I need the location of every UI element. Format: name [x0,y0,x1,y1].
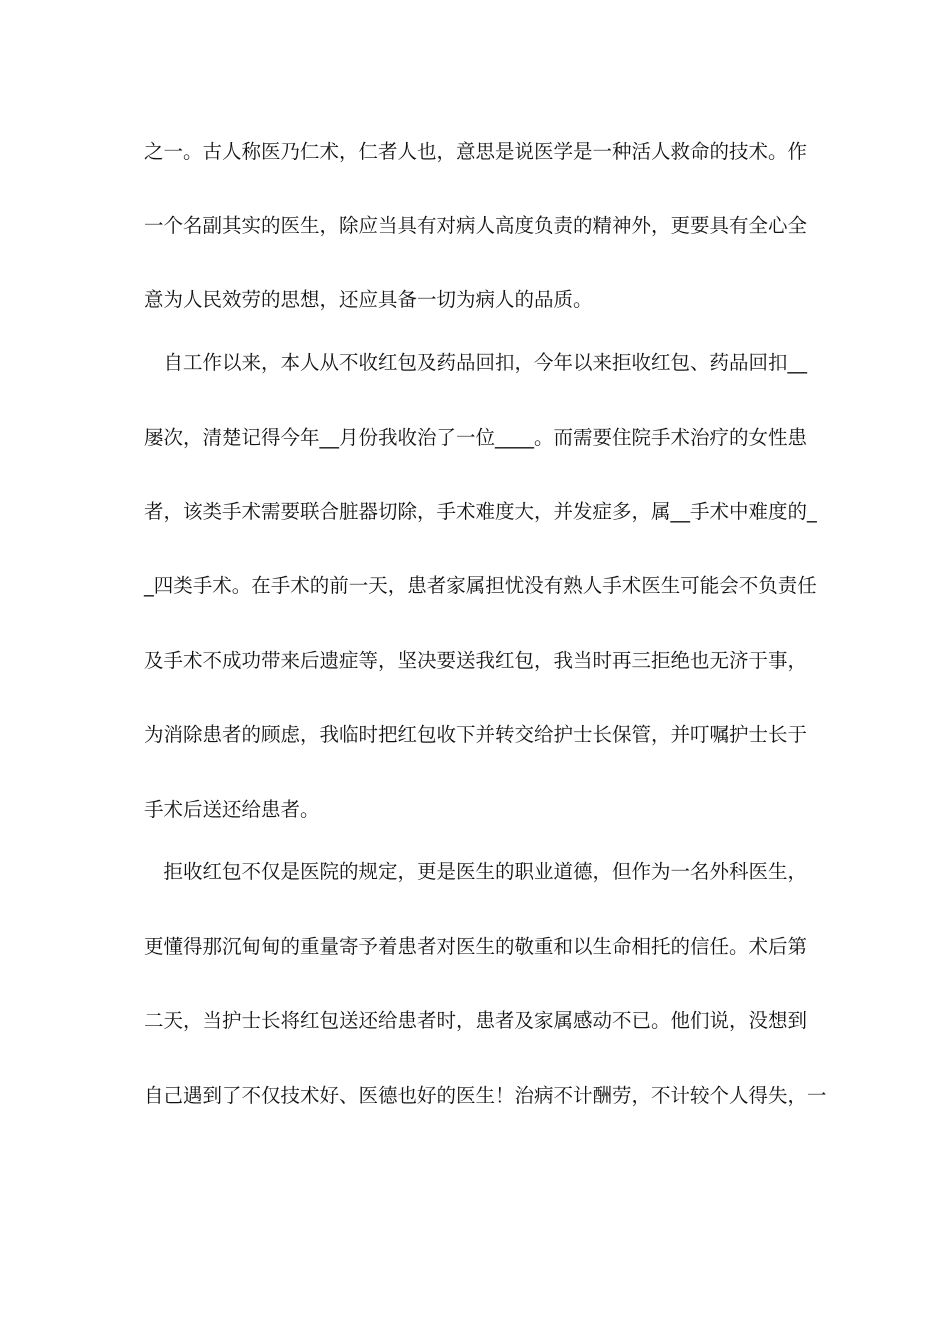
text-line: 二天，当护士长将红包送还给患者时，患者及家属感动不已。他们说，没想到 [144,1009,808,1032]
text-line: 一个名副其实的医生，除应当具有对病人高度负责的精神外，更要具有全心全 [144,214,808,237]
text-line: _四类手术。在手术的前一天，患者家属担忧没有熟人手术医生可能会不负责任 [144,574,817,597]
text-line: 屡次，清楚记得今年__月份我收治了一位____。而需要住院手术治疗的女性患 [144,426,808,449]
text-line: 更懂得那沉甸甸的重量寄予着患者对医生的敬重和以生命相托的信任。术后第 [144,935,808,958]
text-line: 自己遇到了不仅技术好、医德也好的医生！治病不计酬劳，不计较个人得失，一 [144,1084,827,1107]
text-line: 拒收红包不仅是医院的规定，更是医生的职业道德，但作为一名外科医生， [144,860,808,883]
text-line: 为消除患者的顾虑，我临时把红包收下并转交给护士长保管，并叮嘱护士长于 [144,723,808,746]
text-line: 意为人民效劳的思想，还应具备一切为病人的品质。 [144,288,593,311]
text-line: 及手术不成功带来后遗症等，坚决要送我红包，我当时再三拒绝也无济于事， [144,649,808,672]
text-line: 之一。古人称医乃仁术，仁者人也，意思是说医学是一种活人救命的技术。作 [144,140,808,163]
text-line: 手术后送还给患者。 [144,798,320,821]
text-line: 自工作以来，本人从不收红包及药品回扣，今年以来拒收红包、药品回扣__ [144,351,808,374]
text-line: 者，该类手术需要联合脏器切除，手术难度大，并发症多，属__手术中难度的_ [144,500,817,523]
